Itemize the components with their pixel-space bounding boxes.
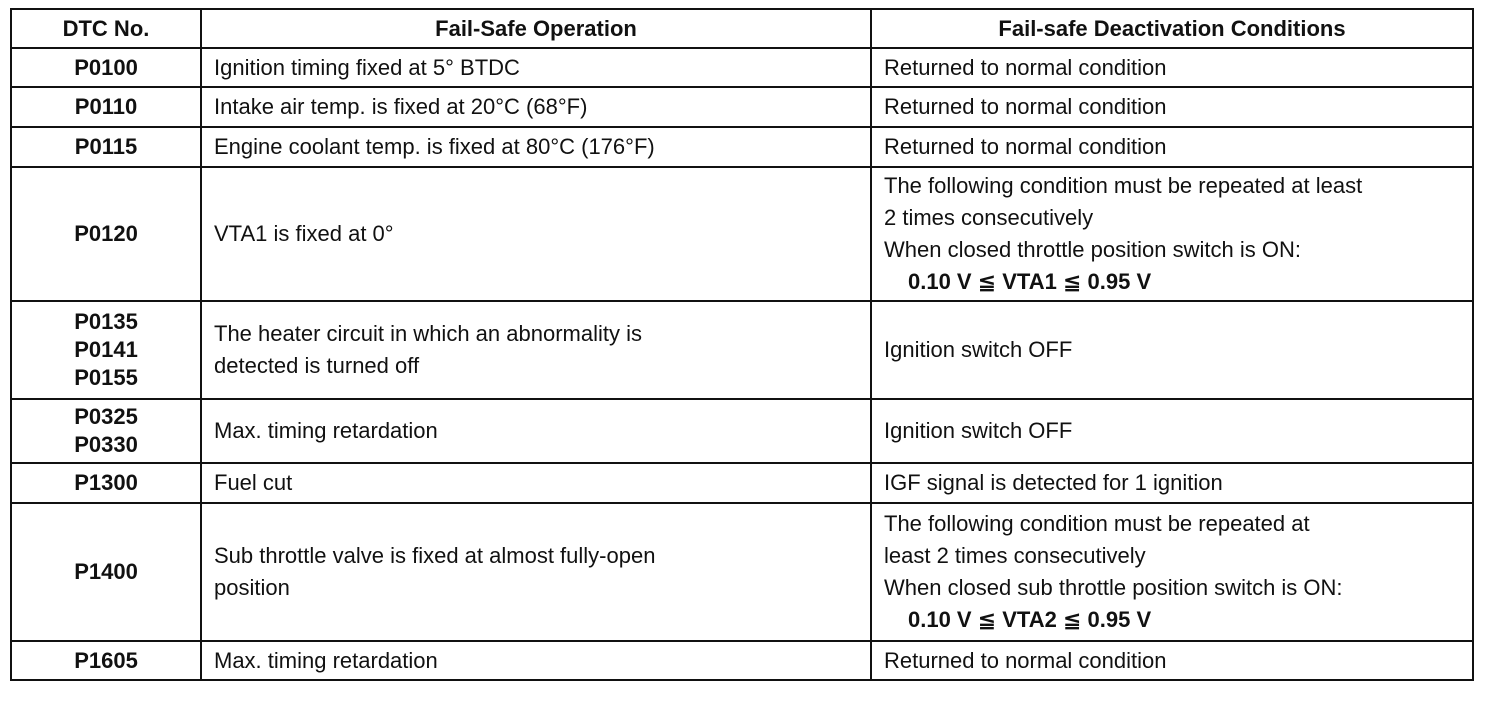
deactivation-cell	[871, 503, 1473, 641]
operation-text: position	[214, 575, 290, 600]
dtc-code: P0141	[74, 337, 138, 362]
dtc-code: P0155	[74, 365, 138, 390]
deactivation-cell	[871, 127, 1473, 167]
table-row	[11, 127, 1473, 167]
table-row	[11, 463, 1473, 503]
operation-cell	[201, 463, 871, 503]
fail-safe-table	[10, 8, 1474, 681]
table-row	[11, 503, 1473, 641]
deactivation-text: When closed throttle position switch is ON:	[884, 237, 1301, 262]
operation-text: Sub throttle valve is fixed at almost fully-open	[214, 543, 656, 568]
dtc-cell	[11, 127, 201, 167]
header-fail-safe-operation: Fail-Safe Operation	[201, 9, 871, 48]
dtc-code: P0110	[74, 94, 138, 119]
dtc-cell	[11, 463, 201, 503]
header-dtc-no: DTC No.	[11, 9, 201, 48]
operation-text: Engine coolant temp. is fixed at 80°C (176°F)	[214, 134, 655, 159]
table-row	[11, 87, 1473, 127]
dtc-cell	[11, 87, 201, 127]
voltage-condition: 0.10 V ≦ VTA2 ≦ 0.95 V	[908, 607, 1152, 632]
deactivation-text: When closed sub throttle position switch is ON:	[884, 575, 1343, 600]
dtc-cell	[11, 503, 201, 641]
table-row	[11, 399, 1473, 463]
deactivation-text: Ignition switch OFF	[884, 337, 1073, 362]
deactivation-cell	[871, 301, 1473, 399]
operation-cell	[201, 167, 871, 301]
dtc-code: P0115	[74, 134, 138, 159]
operation-cell	[201, 399, 871, 463]
header-deactivation-conditions: Fail-safe Deactivation Conditions	[871, 9, 1473, 48]
dtc-cell	[11, 167, 201, 301]
table-row	[11, 48, 1473, 87]
deactivation-text: Returned to normal condition	[884, 134, 1167, 159]
deactivation-text: The following condition must be repeated at	[884, 511, 1310, 536]
dtc-cell	[11, 48, 201, 87]
deactivation-cell	[871, 87, 1473, 127]
dtc-cell	[11, 641, 201, 680]
operation-cell	[201, 301, 871, 399]
table-row	[11, 167, 1473, 301]
deactivation-text: The following condition must be repeated at least	[884, 173, 1363, 198]
deactivation-cell	[871, 399, 1473, 463]
operation-text: Fuel cut	[214, 470, 293, 495]
deactivation-text: Returned to normal condition	[884, 94, 1167, 119]
dtc-code: P0330	[74, 432, 138, 457]
dtc-cell	[11, 301, 201, 399]
operation-cell	[201, 48, 871, 87]
dtc-code: P1400	[74, 559, 138, 584]
header-row	[11, 9, 1473, 48]
voltage-condition: 0.10 V ≦ VTA1 ≦ 0.95 V	[908, 269, 1152, 294]
dtc-code: P1605	[74, 647, 138, 673]
deactivation-cell	[871, 167, 1473, 301]
dtc-cell	[11, 399, 201, 463]
dtc-code: P0120	[74, 221, 138, 246]
operation-cell	[201, 641, 871, 680]
deactivation-text: IGF signal is detected for 1 ignition	[884, 470, 1223, 495]
operation-text: Intake air temp. is fixed at 20°C (68°F)	[214, 94, 588, 119]
dtc-code: P0135	[74, 309, 138, 334]
deactivation-text: Returned to normal condition	[884, 54, 1167, 80]
operation-cell	[201, 503, 871, 641]
operation-text: The heater circuit in which an abnormality is	[214, 321, 642, 346]
deactivation-cell	[871, 463, 1473, 503]
dtc-code: P0325	[74, 404, 138, 429]
dtc-code: P0100	[74, 54, 138, 80]
table-row	[11, 641, 1473, 680]
table-row	[11, 301, 1473, 399]
operation-text: VTA1 is fixed at 0°	[214, 221, 394, 246]
dtc-code: P1300	[74, 470, 138, 495]
operation-text: Max. timing retardation	[214, 647, 438, 673]
deactivation-text: Returned to normal condition	[884, 647, 1167, 673]
deactivation-text: Ignition switch OFF	[884, 418, 1073, 443]
deactivation-cell	[871, 48, 1473, 87]
operation-text: Max. timing retardation	[214, 418, 438, 443]
operation-cell	[201, 127, 871, 167]
deactivation-text: least 2 times consecutively	[884, 543, 1146, 568]
deactivation-text: 2 times consecutively	[884, 205, 1094, 230]
operation-cell	[201, 87, 871, 127]
operation-text: Ignition timing fixed at 5° BTDC	[214, 54, 520, 80]
deactivation-cell	[871, 641, 1473, 680]
operation-text: detected is turned off	[214, 353, 420, 378]
